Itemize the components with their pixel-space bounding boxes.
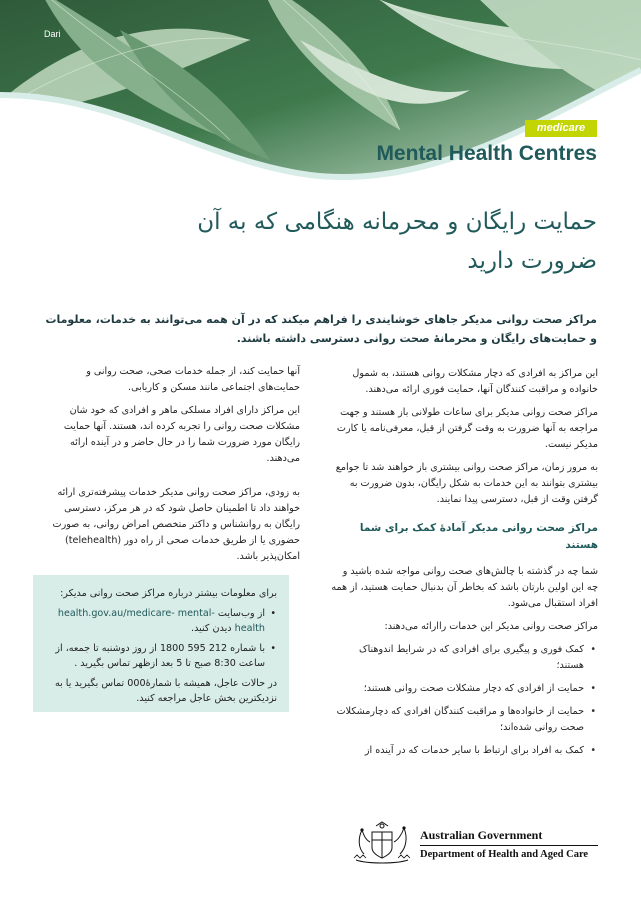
coat-of-arms-icon	[348, 818, 416, 866]
info-box-title: برای معلومات بیشتر درباره مراکز صحت روانی مدیکر:	[60, 588, 277, 599]
list-item: • کمک به افراد برای ارتباط با سایر خدمات که در آینده از	[330, 743, 598, 759]
government-logo	[348, 818, 598, 866]
page-title: حمایت رایگان و محرمانه هنگامی که به آن ضرورت دارید	[197, 209, 597, 274]
paragraph: این مراکز دارای افراد مسلکی ماهر و افرادی که خود شان مشکلات صحت روانی را تجربه کرده اند، هستند. آنها حمایت رایگان مورد ضرورت شما را در حال حاضر و در آینده ارائه می‌دهند.	[63, 405, 300, 464]
gov-name: Australian Government	[420, 828, 543, 842]
list-item: • حمایت از خانواده‌ها و مراقبت کنندگان افرادی که دچارمشکلات صحت روانی شده‌اند؛	[330, 704, 598, 736]
medicare-logo: medicare	[525, 120, 597, 137]
intro-paragraph: مراکز صحت روانی مدیکر جاهای خوشایندی را فراهم میکند که در آن همه می‌توانند به خدمات، معلومات و حمایت‌های رایگان و محرمانهٔ صحت روانی دسترسی داشته باشند.	[45, 313, 597, 345]
paragraph: به زودی، مراکز صحت روانی مدیکر خدمات پیشرفته‌تری ارائه خواهند داد تا اطمینان حاصل شود که در هر مرکز، دسترسی رایگان به روانشناس و داکتر متخصص امراض روانی، به صورت حضوری یا از طریق خدمات صحی از راه دور (telehealth) امکان‌پذیر باشد.	[52, 487, 300, 562]
department-name: Department of Health and Aged Care	[420, 849, 589, 860]
list-item: • با شماره 212 595 1800 از روز دوشنبه تا جمعه، از ساعت 8:30 صبح تا 5 بعد ازظهر تماس بگیرید .	[45, 641, 277, 672]
list-item: • حمایت از افرادی که دچار مشکلات صحت روانی هستند؛	[330, 681, 598, 697]
list-intro: مراکز صحت روانی مدیکر این خدمات راارائه می‌دهند:	[384, 621, 598, 632]
language-label: Dari	[44, 29, 61, 39]
paragraph: مراکز صحت روانی مدیکر برای ساعات طولانی باز هستند و جهت مراجعه به آنها ضرورت به وقت گرفتن از قبل، معرفی‌نامه یا کارت مدیکر نیست.	[336, 407, 598, 450]
more-info-box	[33, 575, 289, 712]
website-suffix: دیدن کنید.	[191, 623, 232, 634]
list-item: • کمک فوری و پیگیری برای افرادی که در شرایط اندوهناک هستند؛	[330, 642, 598, 674]
website-link[interactable]: health.gov.au/medicare- mental- health	[57, 607, 265, 634]
paragraph: به مرور زمان، مراکز صحت روانی بیشتری باز خواهند شد تا جوامع بیشتری بتوانند به این خدمات به شکل رایگان، بدون ضرورت به گرفتن وقت از قبل، دسترسی پیدا نمایند.	[335, 462, 598, 505]
centre-title: Mental Health Centres	[376, 142, 597, 165]
website-prefix: از وب‌سایت	[217, 607, 265, 619]
info-list	[45, 606, 277, 672]
services-list	[330, 642, 598, 759]
left-column	[44, 364, 300, 572]
paragraph: این مراکز به افرادی که دچار مشکلات روانی هستند، به شمول خانواده و مراقبت کنندگان آنها، حمایت فوری ارائه می‌دهند.	[352, 368, 598, 395]
emergency-note: در حالات عاجل، همیشه با شمارهٔ000 تماس بگیرید یا به نزدیکترین بخش عاجل مراجعه کنید.	[54, 677, 277, 704]
paragraph: آنها حمایت کند، از جمله خدمات صحی، صحت روانی و حمایت‌های اجتماعی مانند مسکن و کاریابی.	[86, 366, 300, 393]
section-heading: مراکز صحت روانی مدیکر آمادهٔ کمک برای شما هستند	[359, 522, 598, 551]
paragraph: شما چه در گذشته با چالش‌های صحت روانی مواجه شده باشید و چه این اولین بارتان باشد که بخاطر آن بدنبال حمایت هستید، از همه افراد استقبال می‌شود.	[331, 566, 598, 609]
list-item	[45, 606, 277, 637]
divider	[420, 845, 598, 846]
right-column	[330, 366, 598, 766]
